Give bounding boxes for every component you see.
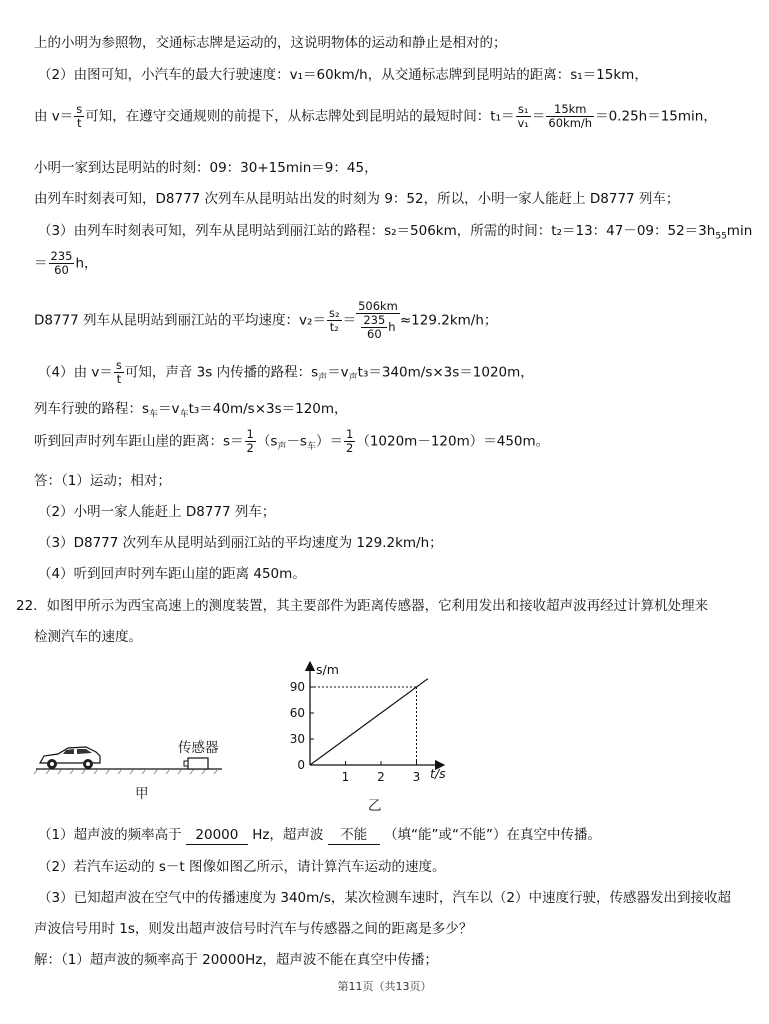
y-tick-label: 30: [289, 732, 305, 746]
page-footer: 第11页（共13页）: [337, 980, 432, 993]
text-line: D8777 列车从昆明站到丽江站的平均速度：v₂＝ $\frac{\text{s₂}}{\text{t₂}}$ ＝ 506km $\frac{235}{60}$ h ≈129.2km/h；: [34, 299, 498, 341]
text-line: （3）由列车时刻表可知，列车从昆明站到丽江站的路程：s₂＝506km，所需的时间：t₂＝13：47－09：$52=3h_{55}\min$: [38, 223, 753, 242]
x-tick-label: 2: [377, 770, 385, 784]
fraction: $\frac{235}{60}$: [50, 249, 73, 277]
sensor-icon: [184, 758, 208, 769]
text-line: 由 v＝ $\frac{s}{t}$ 可知，在遵守交通规则的前提下，从标志牌处到昆明站的最短时间：t₁＝ $\frac{\text{s₁}}{\text{v₁}}$ ＝ $\frac{15km}{60km/h}$ ＝0.25h＝15min，: [34, 102, 717, 130]
text-line: 由列车时刻表可知，D8777 次列车从昆明站出发的时刻为 9：52，所以，小明一家人能赶上 D8777 列车；: [34, 191, 680, 207]
fraction: $\frac{1}{2}$: [346, 427, 354, 455]
fraction: $\frac{s}{t}$: [115, 358, 122, 386]
solution-line: 解：（1）超声波的频率高于 20000Hz，超声波不能在真空中传播；: [34, 952, 438, 968]
figure-label-jia: 甲: [135, 786, 149, 802]
y-tick-label: 90: [289, 680, 305, 694]
x-axis-label: t/s: [430, 766, 446, 781]
text-line: （3）D8777 次列车从昆明站到丽江站的平均速度为 129.2km/h；: [38, 535, 443, 551]
fraction: $\frac{s}{t}$: [76, 102, 83, 130]
subquestion: （3）已知超声波在空气中的传播速度为 340m/s，某次检测车速时，汽车以（2）中速度行驶，传感器发出到接收超: [38, 890, 731, 906]
text-line: 上的小明为参照物，交通标志牌是运动的，这说明物体的运动和静止是相对的；: [34, 35, 507, 51]
answer-blank: 20000: [186, 826, 248, 845]
figure-label-yi: 乙: [368, 798, 382, 814]
fraction: $\frac{1}{2}$: [246, 427, 254, 455]
text-line: 答：（1）运动；相对；: [34, 473, 171, 489]
text-line: （4）听到回声时列车距山崖的距离 450m。: [38, 566, 306, 582]
y-tick-label: 0: [297, 758, 305, 772]
subquestion: （1）超声波的频率高于 20000 Hz，超声波 不能 （填“能”或“不能”）在真空中传播。: [38, 827, 602, 843]
x-tick-label: 3: [412, 770, 421, 784]
answer-blank: 不能: [328, 826, 380, 845]
y-tick-label: 60: [289, 706, 305, 720]
text-line: 听到回声时列车距山崖的距离：s＝ $\frac{1}{2}$ $(s_声-s_车)=$ $\frac{1}{2}$ （1020m－120m）＝450m。: [34, 427, 550, 455]
text-line: ＝ $\frac{235}{60}$ h，: [34, 249, 98, 277]
x-tick-label: 1: [341, 770, 350, 784]
fraction: $\frac{15km}{60km/h}$: [548, 102, 593, 130]
nested-fraction: 506km $\frac{235}{60}$ h: [358, 299, 398, 341]
fraction: $\frac{\text{s₂}}{\text{t₂}}$: [328, 306, 340, 334]
text-line: 小明一家到达昆明站的时刻：09：30+15min＝9：45，: [34, 160, 378, 176]
fraction: $\frac{\text{s₁}}{\text{v₁}}$: [517, 102, 529, 130]
y-axis-label: s/m: [316, 662, 339, 677]
sensor-label: 传感器: [178, 740, 219, 756]
text-line: 列车行驶的路程：$s_车=v_车t_3=40m/s\times 3s=120m$，: [34, 401, 348, 420]
text-line: （2）小明一家人能赶上 D8777 列车；: [38, 504, 276, 520]
question-text: 22．如图甲所示为西宝高速上的测度装置，其主要部件为距离传感器，它利用发出和接收超声波再经过计算机处理来: [16, 598, 709, 614]
question-text: 检测汽车的速度。: [34, 629, 142, 645]
text-line: （2）由图可知，小汽车的最大行驶速度：v₁＝60km/h，从交通标志牌到昆明站的距离：s₁＝15km，: [38, 67, 648, 83]
series-line: [310, 679, 428, 765]
subquestion: （2）若汽车运动的 s－t 图像如图乙所示，请计算汽车运动的速度。: [38, 859, 446, 875]
car-icon: [40, 747, 100, 769]
text-line: （4）由 v＝ $\frac{s}{t}$ 可知，声音 3s 内传播的路程：$s_声=v_声t_3=340m/s\times 3s=1020m$，: [38, 358, 534, 386]
subquestion: 声波信号用时 1s，则发出超声波信号时汽车与传感器之间的距离是多少？: [34, 921, 473, 937]
